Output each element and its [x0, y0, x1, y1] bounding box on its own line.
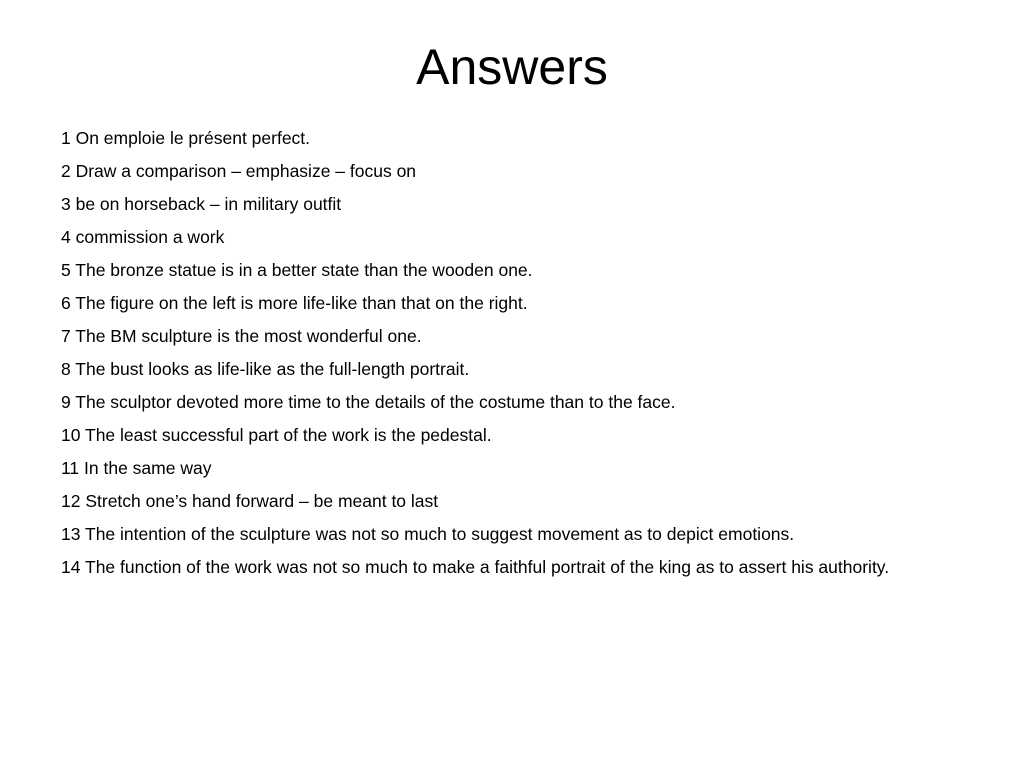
answer-item-7: 7 The BM sculpture is the most wonderful one. — [61, 326, 422, 346]
answer-item-9: 9 The sculptor devoted more time to the details of the costume than to the face. — [61, 392, 676, 412]
answer-item-1: 1 On emploie le présent perfect. — [61, 128, 311, 148]
answer-item-5: 5 The bronze statue is in a better state than the wooden one. — [61, 260, 533, 280]
answer-item-14: 14 The function of the work was not so much to make a faithful portrait of the king as to assert his authority. — [61, 557, 890, 577]
answer-list — [61, 125, 961, 587]
answer-item-6: 6 The figure on the left is more life-like than that on the right. — [61, 293, 528, 313]
answer-item-13: 13 The intention of the sculpture was not so much to suggest movement as to depict emotions. — [61, 524, 795, 544]
answer-item-4: 4 commission a work — [61, 227, 225, 247]
answer-item-11: 11 In the same way — [61, 458, 212, 478]
answer-item-2: 2 Draw a comparison – emphasize – focus on — [61, 161, 417, 181]
slide-title: Answers — [416, 39, 608, 95]
answer-item-10: 10 The least successful part of the work is the pedestal. — [61, 425, 492, 445]
answer-item-12: 12 Stretch one’s hand forward – be meant to last — [61, 491, 439, 511]
answer-item-3: 3 be on horseback – in military outfit — [61, 194, 342, 214]
answer-item-8: 8 The bust looks as life-like as the full-length portrait. — [61, 359, 470, 379]
